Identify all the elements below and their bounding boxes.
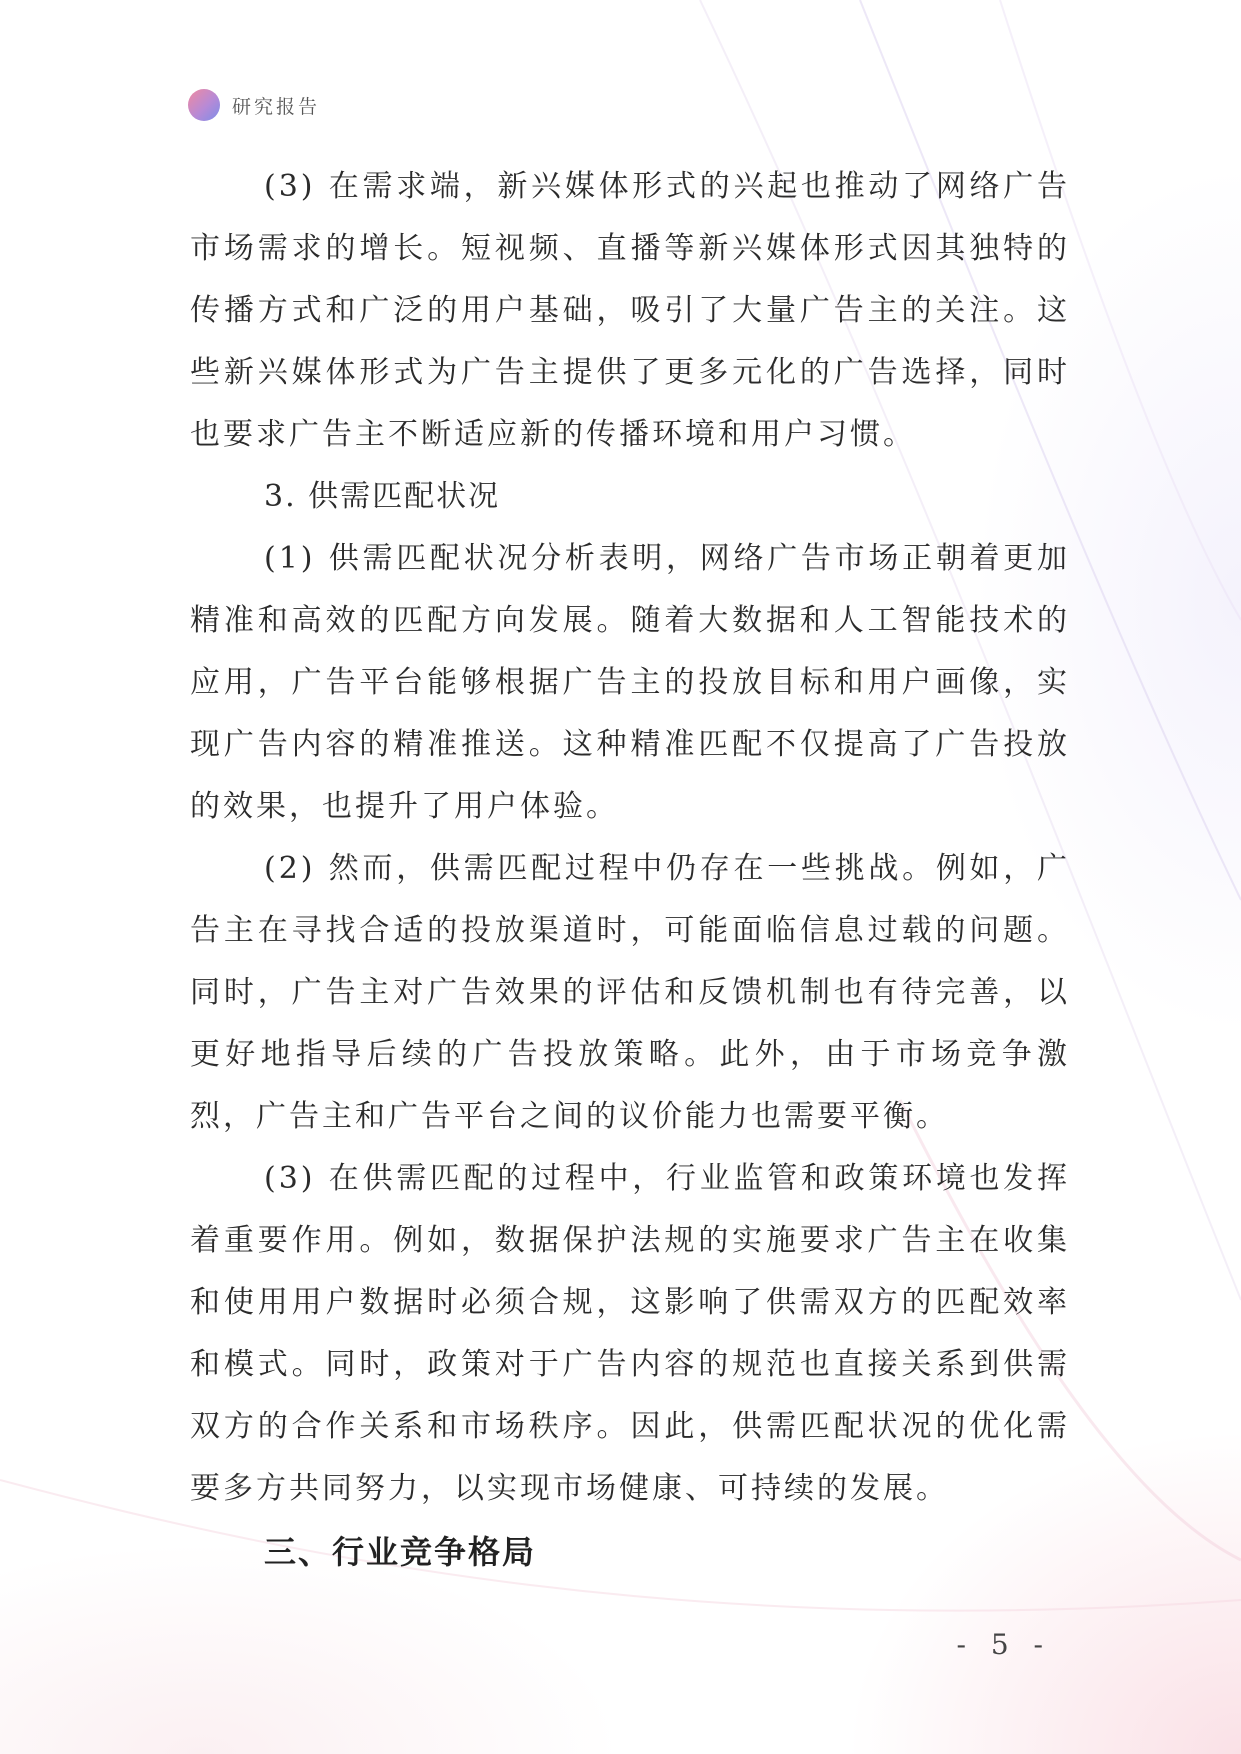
paragraph-matching-1: (1) 供需匹配状况分析表明，网络广告市场正朝着更加精准和高效的匹配方向发展。随着大数据和人工智能技术的应用，广告平台能够根据广告主的投放目标和用户画像，实现广告内容的精准推送。这种精准匹配不仅提高了广告投放的效果，也提升了用户体验。: [190, 541, 1070, 824]
section-heading-competition: 三、行业竞争格局: [264, 1533, 537, 1571]
page-number: - 5 -: [956, 1628, 1051, 1661]
subheading-supply-demand-matching: 3. 供需匹配状况: [264, 479, 501, 514]
paragraph-matching-3: (3) 在供需匹配的过程中，行业监管和政策环境也发挥着重要作用。例如，数据保护法规的实施要求广告主在收集和使用用户数据时必须合规，这影响了供需双方的匹配效率和模式。同时，政策对于广告内容的规范也直接关系到供需双方的合作关系和市场秩序。因此，供需匹配状况的优化需要多方共同努力，以实现市场健康、可持续的发展。: [190, 1161, 1070, 1506]
page-header: [188, 88, 320, 122]
header-title: 研究报告: [232, 95, 321, 118]
paragraph-matching-2: (2) 然而，供需匹配过程中仍存在一些挑战。例如，广告主在寻找合适的投放渠道时，可能面临信息过载的问题。同时，广告主对广告效果的评估和反馈机制也有待完善，以更好地指导后续的广告投放策略。此外，由于市场竞争激烈，广告主和广告平台之间的议价能力也需要平衡。: [190, 851, 1070, 1134]
document-body: [190, 156, 1070, 1584]
logo-icon: [188, 89, 220, 121]
paragraph-demand-3: (3) 在需求端，新兴媒体形式的兴起也推动了网络广告市场需求的增长。短视频、直播等新兴媒体形式因其独特的传播方式和广泛的用户基础，吸引了大量广告主的关注。这些新兴媒体形式为广告主提供了更多元化的广告选择，同时也要求广告主不断适应新的传播环境和用户习惯。: [190, 169, 1070, 452]
